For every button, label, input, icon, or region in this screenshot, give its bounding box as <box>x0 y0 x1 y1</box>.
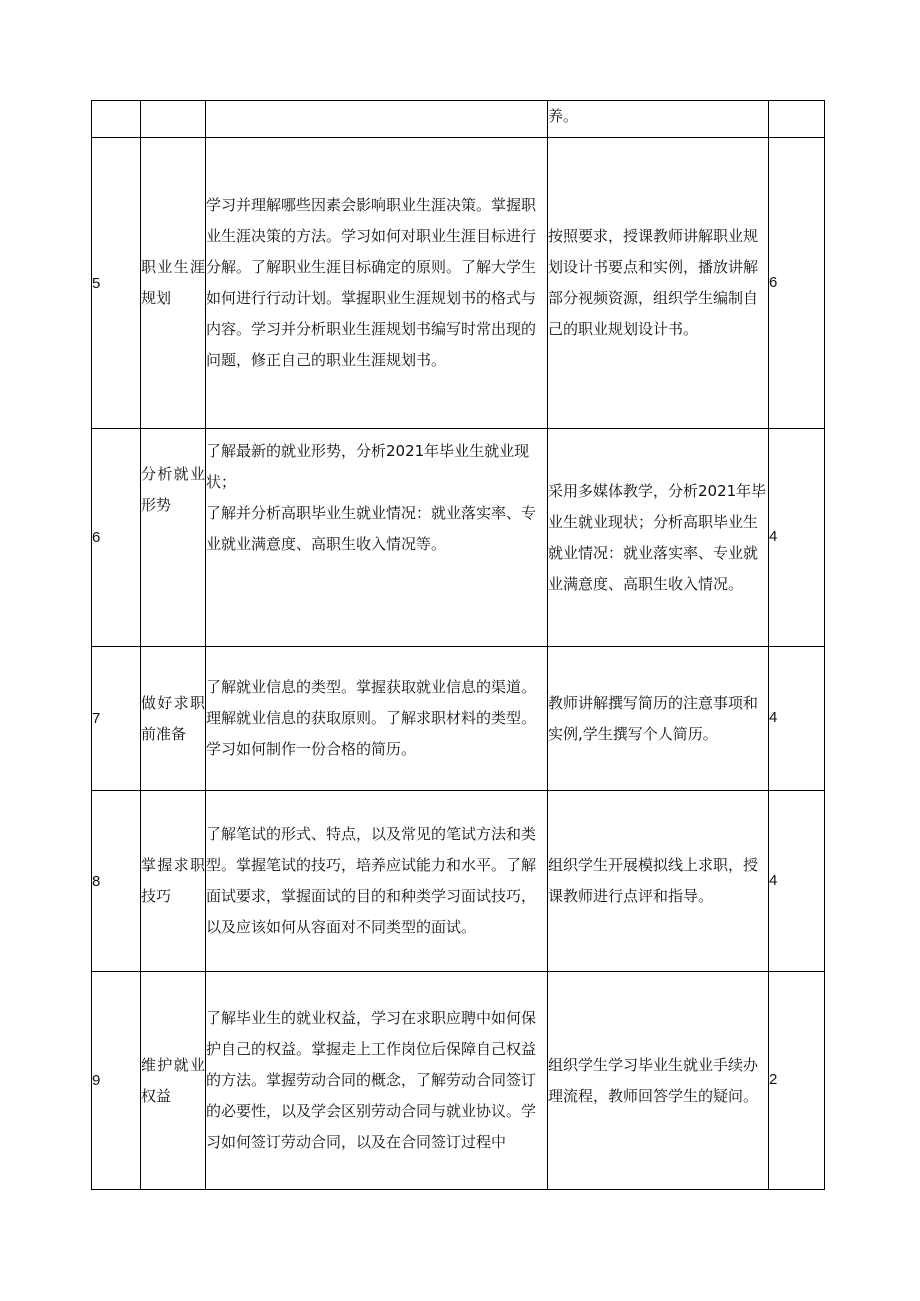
unit-content-line: 了解并分析高职毕业生就业情况：就业落实率、专业就业满意度、高职生收入情况等。 <box>206 504 537 553</box>
row-number: 9 <box>92 972 141 1190</box>
row-number: 7 <box>92 647 141 791</box>
teaching-method: 组织学生学习毕业生就业手续办理流程，教师回答学生的疑问。 <box>548 1055 759 1105</box>
row-number: 5 <box>92 138 141 429</box>
unit-content-line: 了解最新的就业形势，分析2021年毕业生就业现状； <box>206 442 530 491</box>
table-row <box>92 138 825 429</box>
unit-name: 分析就业形势 <box>141 465 205 514</box>
class-hours <box>769 101 825 138</box>
table-row <box>92 101 825 138</box>
class-hours: 4 <box>769 528 778 545</box>
table-row <box>92 429 825 647</box>
teaching-method: 养。 <box>548 107 579 125</box>
unit-name: 职业生涯规划 <box>141 258 205 307</box>
teaching-method: 教师讲解撰写简历的注意事项和实例,学生撰写个人简历。 <box>548 693 759 743</box>
unit-name: 做好求职前准备 <box>141 693 205 743</box>
course-table <box>91 100 825 1190</box>
class-hours: 4 <box>769 709 778 726</box>
unit-content: 了解就业信息的类型。掌握获取就业信息的渠道。理解就业信息的获取原则。了解求职材料的类型。学习如何制作一份合格的简历。 <box>206 678 537 758</box>
unit-name: 掌握求职技巧 <box>141 856 205 905</box>
table-row <box>92 972 825 1190</box>
unit-content: 了解毕业生的就业权益，学习在求职应聘中如何保护自己的权益。掌握走上工作岗位后保障自己权益的方法。掌握劳动合同的概念，了解劳动合同签订的必要性，以及学会区别劳动合同与就业协议。学习如何签订劳动合同，以及在合同签订过程中 <box>206 1009 537 1151</box>
row-number: 8 <box>92 791 141 972</box>
unit-content <box>206 101 548 138</box>
unit-name: 维护就业权益 <box>141 1055 205 1105</box>
class-hours: 2 <box>769 1071 778 1088</box>
teaching-method: 组织学生开展模拟线上求职，授课教师进行点评和指导。 <box>548 856 759 905</box>
table-row <box>92 791 825 972</box>
table-row <box>92 647 825 791</box>
unit-content: 学习并理解哪些因素会影响职业生涯决策。掌握职业生涯决策的方法。学习如何对职业生涯目标进行分解。了解职业生涯目标确定的原则。了解大学生如何进行行动计划。掌握职业生涯规划书的格式与内容。学习并分析职业生涯规划书编写时常出现的问题，修正自己的职业生涯规划书。 <box>206 196 537 369</box>
teaching-method: 按照要求，授课教师讲解职业规划设计书要点和实例，播放讲解部分视频资源，组织学生编制自己的职业规划设计书。 <box>548 227 759 338</box>
unit-name <box>141 101 206 138</box>
row-number: 6 <box>92 429 141 647</box>
unit-content: 了解笔试的形式、特点，以及常见的笔试方法和类型。掌握笔试的技巧，培养应试能力和水平。了解面试要求，掌握面试的目的和种类学习面试技巧，以及应该如何从容面对不同类型的面试。 <box>206 825 537 936</box>
class-hours: 6 <box>769 273 778 291</box>
row-number <box>92 101 141 138</box>
teaching-method: 采用多媒体教学，分析2021年毕业生就业现状；分析高职毕业生就业情况：就业落实率、专业就业满意度、高职生收入情况。 <box>548 481 767 593</box>
class-hours: 4 <box>769 871 778 889</box>
